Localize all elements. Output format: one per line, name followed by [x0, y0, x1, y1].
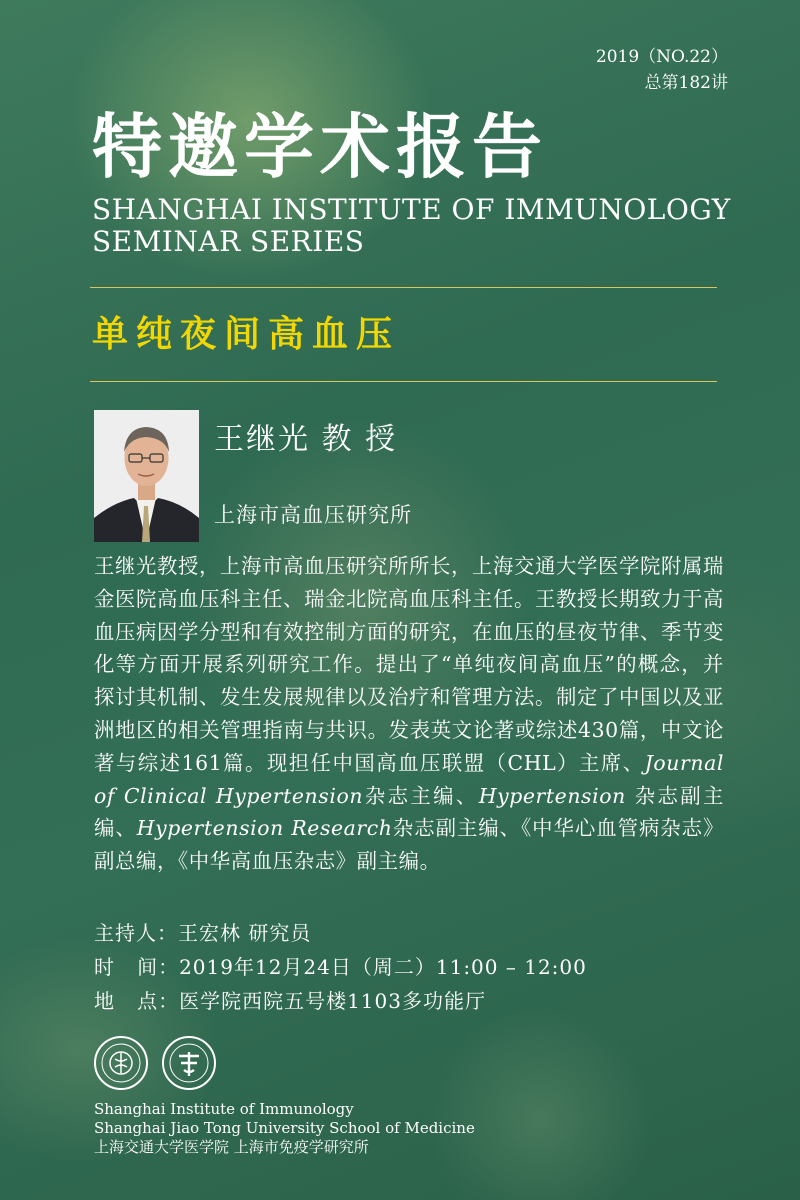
footer-line-3: 上海交通大学医学院 上海市免疫学研究所 — [94, 1138, 369, 1156]
divider-bottom — [90, 381, 717, 382]
seminar-topic: 单纯夜间高血压 — [92, 314, 401, 355]
page-title: 特邀学术报告 — [92, 106, 548, 188]
journal-name-2: Hypertension — [478, 783, 626, 808]
subtitle-line-1: SHANGHAI INSTITUTE OF IMMUNOLOGY — [92, 193, 731, 226]
place-info: 地 点：医学院西院五号楼1103多功能厅 — [94, 989, 486, 1013]
time-info: 时 间：2019年12月24日（周二）11:00 – 12:00 — [94, 955, 587, 979]
subtitle-english — [92, 194, 731, 258]
issue-info — [596, 44, 728, 96]
footer-line-1: Shanghai Institute of Immunology — [94, 1100, 354, 1118]
sjtu-medicine-logo-icon — [94, 1036, 148, 1090]
footer — [94, 1100, 475, 1157]
lecture-count: 总第182讲 — [644, 73, 728, 93]
speaker-bio — [94, 550, 724, 878]
divider-top — [90, 287, 717, 288]
host-info: 主持人：王宏林 研究员 — [94, 921, 312, 945]
bio-text-1: 王继光教授，上海市高血压研究所所长，上海交通大学医学院附属瑞金医院高血压科主任、瑞金北院高血压科主任。王教授长期致力于高血压病因学分型和有效控制方面的研究，在血压的昼夜节律、季节变化等方面开展系列研究工作。提出了“单纯夜间高血压”的概念，并探讨其机制、发生发展规律以及治疗和管理方法。制定了中国以及亚洲地区的相关管理指南与共识。发表英文论著或综述430篇，中文论著与综述161篇。现担任中国高血压联盟（CHL）主席、 — [94, 554, 724, 775]
bio-text-2: 杂志主编、 — [363, 783, 479, 808]
journal-name-1: Journal of Clinical Hypertension — [94, 750, 724, 808]
bio-text-3: 杂志副主编、 — [94, 783, 724, 841]
speaker-name: 王继光 教 授 — [214, 422, 398, 457]
bio-text-4: 杂志副主编、《中华心血管病杂志》副总编，《中华高血压杂志》副主编。 — [94, 816, 724, 874]
speaker-photo — [94, 410, 199, 542]
speaker-affiliation: 上海市高血压研究所 — [214, 503, 412, 527]
footer-line-2: Shanghai Jiao Tong University School of Medicine — [94, 1119, 475, 1137]
journal-name-3: Hypertension Research — [136, 816, 393, 841]
subtitle-line-2: SEMINAR SERIES — [92, 225, 365, 258]
issue-number: 2019（NO.22） — [595, 47, 728, 67]
portrait-icon — [94, 410, 199, 542]
immunology-institute-logo-icon — [162, 1036, 216, 1090]
